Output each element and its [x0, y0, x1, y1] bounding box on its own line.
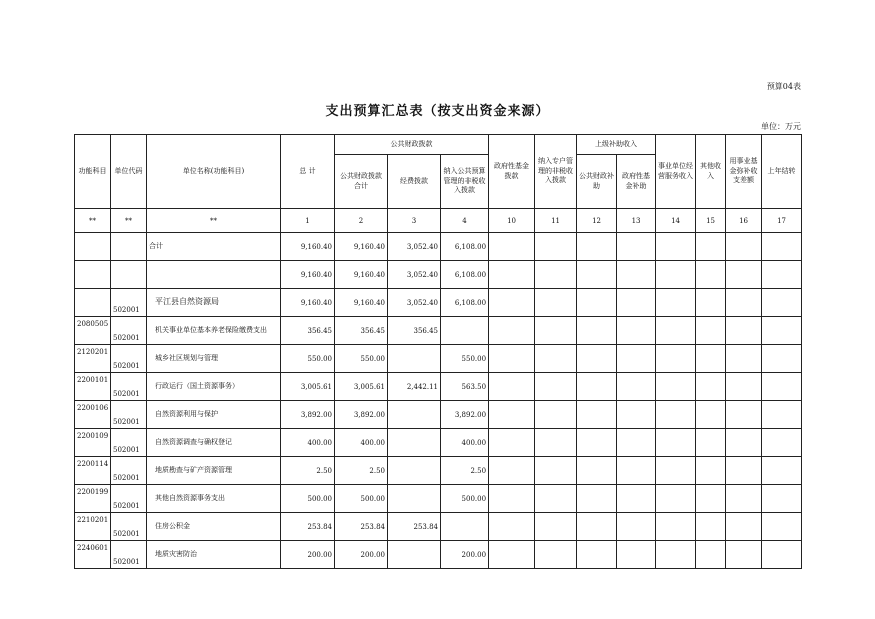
col-number: 14	[656, 209, 696, 233]
empty-cell	[617, 401, 656, 429]
empty-cell	[489, 317, 535, 345]
empty-cell	[696, 485, 726, 513]
pf-nontax-cell: 6,108.00	[441, 261, 489, 289]
pf-total-cell: 550.00	[335, 345, 388, 373]
pf-fund-cell: 356.45	[388, 317, 441, 345]
empty-cell	[726, 429, 762, 457]
empty-cell	[726, 401, 762, 429]
empty-cell	[489, 289, 535, 317]
col-number: **	[75, 209, 111, 233]
empty-cell	[617, 261, 656, 289]
empty-cell	[617, 541, 656, 569]
col-header-pf-total: 公共财政拨款合计	[335, 155, 388, 209]
empty-cell	[577, 261, 617, 289]
col-header-upper-subsidy: 上级补助收入	[577, 135, 656, 155]
unit-code-cell: 502001	[111, 541, 147, 569]
table-row	[75, 373, 802, 401]
col-header-pf-nontax: 纳入公共预算管理的非税收入拨款	[441, 155, 489, 209]
unit-name-text: 其他自然资源事务支出	[155, 493, 225, 502]
unit-name-text: 机关事业单位基本养老保险缴费支出	[155, 325, 267, 334]
empty-cell	[577, 457, 617, 485]
empty-cell	[726, 345, 762, 373]
pf-nontax-cell: 550.00	[441, 345, 489, 373]
unit-name-cell	[147, 513, 281, 541]
pf-total-cell: 9,160.40	[335, 289, 388, 317]
empty-cell	[489, 261, 535, 289]
empty-cell	[577, 513, 617, 541]
unit-code-cell: 502001	[111, 373, 147, 401]
empty-cell	[577, 289, 617, 317]
empty-cell	[696, 429, 726, 457]
col-number: 15	[696, 209, 726, 233]
empty-cell	[726, 373, 762, 401]
empty-cell	[726, 513, 762, 541]
empty-cell	[656, 401, 696, 429]
pf-total-cell: 3,005.61	[335, 373, 388, 401]
col-header-pf-fund: 经费拨款	[388, 155, 441, 209]
pf-total-cell: 9,160.40	[335, 233, 388, 261]
empty-cell	[577, 541, 617, 569]
col-number: 13	[617, 209, 656, 233]
total-cell: 200.00	[281, 541, 335, 569]
func-code-cell: 2080505	[75, 317, 111, 345]
unit-code-cell	[111, 233, 147, 261]
func-code-cell	[75, 233, 111, 261]
unit-name-text: 平江县自然资源局	[155, 297, 219, 307]
pf-nontax-cell: 6,108.00	[441, 289, 489, 317]
table-row	[75, 513, 802, 541]
empty-cell	[696, 289, 726, 317]
empty-cell	[762, 457, 802, 485]
total-cell: 9,160.40	[281, 289, 335, 317]
empty-cell	[489, 401, 535, 429]
empty-cell	[656, 485, 696, 513]
pf-fund-cell: 3,052.40	[388, 233, 441, 261]
unit-code-cell: 502001	[111, 485, 147, 513]
empty-cell	[762, 317, 802, 345]
table-row	[75, 457, 802, 485]
unit-code-cell: 502001	[111, 429, 147, 457]
empty-cell	[696, 513, 726, 541]
empty-cell	[656, 429, 696, 457]
total-cell: 3,892.00	[281, 401, 335, 429]
total-cell: 253.84	[281, 513, 335, 541]
col-header-func-code: 功能科目	[75, 135, 111, 209]
col-number: 10	[489, 209, 535, 233]
pf-fund-cell	[388, 345, 441, 373]
empty-cell	[535, 541, 577, 569]
empty-cell	[656, 345, 696, 373]
empty-cell	[656, 457, 696, 485]
pf-fund-cell	[388, 429, 441, 457]
unit-name-cell	[147, 429, 281, 457]
unit-name-cell	[147, 401, 281, 429]
empty-cell	[762, 429, 802, 457]
unit-name-text: 自然资源调查与确权登记	[155, 437, 232, 446]
table-row	[75, 289, 802, 317]
empty-cell	[762, 373, 802, 401]
pf-nontax-cell: 3,892.00	[441, 401, 489, 429]
empty-cell	[696, 401, 726, 429]
empty-cell	[617, 317, 656, 345]
table-row	[75, 233, 802, 261]
unit-name-text: 城乡社区规划与管理	[155, 353, 218, 362]
col-number: **	[111, 209, 147, 233]
empty-cell	[617, 233, 656, 261]
pf-total-cell: 253.84	[335, 513, 388, 541]
col-number: 1	[281, 209, 335, 233]
pf-total-cell: 3,892.00	[335, 401, 388, 429]
unit-name-text: 自然资源利用与保护	[155, 409, 218, 418]
empty-cell	[726, 289, 762, 317]
empty-cell	[535, 401, 577, 429]
pf-nontax-cell	[441, 513, 489, 541]
empty-cell	[696, 233, 726, 261]
empty-cell	[617, 345, 656, 373]
pf-total-cell: 400.00	[335, 429, 388, 457]
pf-fund-cell: 2,442.11	[388, 373, 441, 401]
budget-table	[74, 134, 802, 569]
empty-cell	[577, 373, 617, 401]
form-number-label: 预算04表	[766, 82, 801, 91]
pf-total-cell: 500.00	[335, 485, 388, 513]
unit-name-cell	[147, 345, 281, 373]
empty-cell	[489, 345, 535, 373]
empty-cell	[535, 373, 577, 401]
empty-cell	[726, 541, 762, 569]
col-number: **	[147, 209, 281, 233]
col-header-us-gov: 政府性基金补助	[617, 155, 656, 209]
pf-total-cell: 9,160.40	[335, 261, 388, 289]
unit-name-text: 地质勘查与矿产资源管理	[155, 465, 232, 474]
col-number: 3	[388, 209, 441, 233]
empty-cell	[656, 513, 696, 541]
column-number-row	[75, 209, 802, 233]
pf-nontax-cell: 6,108.00	[441, 233, 489, 261]
empty-cell	[726, 261, 762, 289]
empty-cell	[577, 317, 617, 345]
col-header-total: 总 计	[281, 135, 335, 209]
total-cell: 2.50	[281, 457, 335, 485]
empty-cell	[762, 261, 802, 289]
total-cell: 550.00	[281, 345, 335, 373]
empty-cell	[617, 373, 656, 401]
header-row-1	[75, 135, 802, 155]
page-title: 支出预算汇总表（按支出资金来源）	[325, 104, 550, 119]
total-cell: 9,160.40	[281, 261, 335, 289]
empty-cell	[617, 485, 656, 513]
col-number: 12	[577, 209, 617, 233]
pf-fund-cell: 3,052.40	[388, 261, 441, 289]
func-code-cell: 2120201	[75, 345, 111, 373]
unit-code-cell: 502001	[111, 289, 147, 317]
col-header-fund-deficit: 用事业基金弥补收支差额	[726, 135, 762, 209]
col-header-special-nontax: 纳入专户管理的非税收入拨款	[535, 135, 577, 209]
empty-cell	[535, 485, 577, 513]
total-cell: 500.00	[281, 485, 335, 513]
pf-nontax-cell: 200.00	[441, 541, 489, 569]
col-number: 11	[535, 209, 577, 233]
empty-cell	[577, 345, 617, 373]
table-row	[75, 541, 802, 569]
empty-cell	[762, 541, 802, 569]
unit-name-text: 行政运行（国土资源事务）	[155, 381, 239, 390]
unit-name-text: 住房公积金	[155, 521, 190, 530]
func-code-cell	[75, 289, 111, 317]
empty-cell	[617, 457, 656, 485]
pf-nontax-cell: 2.50	[441, 457, 489, 485]
total-cell: 356.45	[281, 317, 335, 345]
func-code-cell: 2210201	[75, 513, 111, 541]
col-number: 17	[762, 209, 802, 233]
unit-name-cell	[147, 541, 281, 569]
col-header-us-public: 公共财政补助	[577, 155, 617, 209]
empty-cell	[617, 289, 656, 317]
func-code-cell: 2200199	[75, 485, 111, 513]
empty-cell	[762, 233, 802, 261]
func-code-cell	[75, 261, 111, 289]
empty-cell	[656, 541, 696, 569]
unit-name-cell	[147, 485, 281, 513]
empty-cell	[535, 261, 577, 289]
pf-nontax-cell	[441, 317, 489, 345]
empty-cell	[617, 513, 656, 541]
empty-cell	[726, 317, 762, 345]
total-cell: 3,005.61	[281, 373, 335, 401]
unit-code-cell: 502001	[111, 457, 147, 485]
unit-code-cell: 502001	[111, 401, 147, 429]
empty-cell	[577, 429, 617, 457]
func-code-cell: 2200101	[75, 373, 111, 401]
col-header-other: 其他收入	[696, 135, 726, 209]
pf-nontax-cell: 500.00	[441, 485, 489, 513]
pf-fund-cell: 253.84	[388, 513, 441, 541]
pf-nontax-cell: 563.50	[441, 373, 489, 401]
empty-cell	[489, 513, 535, 541]
unit-label: 单位：万元	[761, 122, 801, 131]
unit-name-cell	[147, 457, 281, 485]
empty-cell	[535, 233, 577, 261]
empty-cell	[535, 289, 577, 317]
pf-fund-cell	[388, 485, 441, 513]
table-row	[75, 317, 802, 345]
table-row	[75, 261, 802, 289]
unit-name-cell	[147, 289, 281, 317]
empty-cell	[726, 233, 762, 261]
empty-cell	[656, 261, 696, 289]
col-number: 2	[335, 209, 388, 233]
unit-name-text: 合计	[149, 241, 163, 250]
empty-cell	[696, 317, 726, 345]
empty-cell	[762, 345, 802, 373]
empty-cell	[696, 261, 726, 289]
empty-cell	[577, 485, 617, 513]
pf-total-cell: 356.45	[335, 317, 388, 345]
pf-nontax-cell: 400.00	[441, 429, 489, 457]
table-body	[75, 135, 802, 569]
empty-cell	[696, 345, 726, 373]
pf-total-cell: 2.50	[335, 457, 388, 485]
empty-cell	[535, 345, 577, 373]
unit-code-cell: 502001	[111, 317, 147, 345]
col-number: 4	[441, 209, 489, 233]
table-row	[75, 485, 802, 513]
func-code-cell: 2200114	[75, 457, 111, 485]
empty-cell	[489, 373, 535, 401]
empty-cell	[656, 233, 696, 261]
total-cell: 9,160.40	[281, 233, 335, 261]
unit-code-cell	[111, 261, 147, 289]
col-header-unit-name: 单位名称(功能科目)	[147, 135, 281, 209]
empty-cell	[577, 401, 617, 429]
unit-name-cell	[147, 261, 281, 289]
empty-cell	[726, 485, 762, 513]
empty-cell	[696, 457, 726, 485]
empty-cell	[489, 541, 535, 569]
empty-cell	[696, 373, 726, 401]
table-row	[75, 429, 802, 457]
unit-name-cell	[147, 317, 281, 345]
pf-fund-cell	[388, 541, 441, 569]
pf-fund-cell	[388, 457, 441, 485]
unit-code-cell: 502001	[111, 513, 147, 541]
unit-code-cell: 502001	[111, 345, 147, 373]
func-code-cell: 2200106	[75, 401, 111, 429]
empty-cell	[696, 541, 726, 569]
empty-cell	[489, 457, 535, 485]
table-row	[75, 345, 802, 373]
col-header-public-finance: 公共财政拨款	[335, 135, 489, 155]
empty-cell	[762, 485, 802, 513]
empty-cell	[762, 513, 802, 541]
empty-cell	[489, 429, 535, 457]
empty-cell	[489, 485, 535, 513]
empty-cell	[762, 289, 802, 317]
total-cell: 400.00	[281, 429, 335, 457]
func-code-cell: 2200109	[75, 429, 111, 457]
pf-fund-cell	[388, 401, 441, 429]
col-number: 16	[726, 209, 762, 233]
empty-cell	[535, 429, 577, 457]
unit-name-cell	[147, 373, 281, 401]
col-header-unit-code: 单位代码	[111, 135, 147, 209]
empty-cell	[656, 289, 696, 317]
col-header-carryover: 上年结转	[762, 135, 802, 209]
empty-cell	[535, 457, 577, 485]
empty-cell	[535, 513, 577, 541]
func-code-cell: 2240601	[75, 541, 111, 569]
empty-cell	[726, 457, 762, 485]
col-header-business: 事业单位经营服务收入	[656, 135, 696, 209]
empty-cell	[656, 317, 696, 345]
empty-cell	[617, 429, 656, 457]
empty-cell	[762, 401, 802, 429]
table-row	[75, 401, 802, 429]
empty-cell	[656, 373, 696, 401]
unit-name-text: 地质灾害防治	[155, 549, 197, 558]
empty-cell	[489, 233, 535, 261]
pf-total-cell: 200.00	[335, 541, 388, 569]
pf-fund-cell: 3,052.40	[388, 289, 441, 317]
col-header-gov-fund: 政府性基金拨款	[489, 135, 535, 209]
empty-cell	[535, 317, 577, 345]
unit-name-cell	[147, 233, 281, 261]
empty-cell	[577, 233, 617, 261]
